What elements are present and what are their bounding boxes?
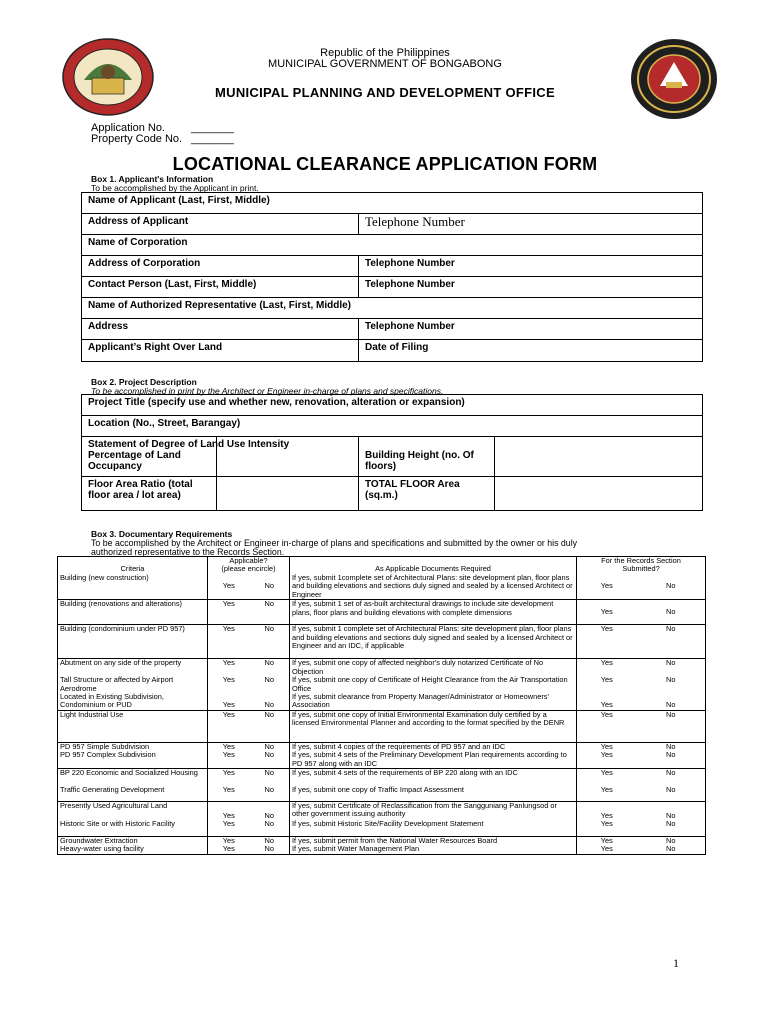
total-floor-area-label: TOTAL FLOOR Area (sq.m.) [359, 477, 495, 511]
submitted-yes-option[interactable]: Yes [577, 802, 637, 821]
applicable-no-option[interactable]: No [250, 574, 290, 600]
header-government: MUNICIPAL GOVERNMENT OF BONGABONG [268, 58, 502, 70]
documents-required-cell: If yes, submit one copy of Certificate of Height Clearance from the Air Transportation Office [290, 676, 577, 693]
box3-subheading-2: authorized representative to the Records Section. [91, 547, 285, 557]
applicable-no-option[interactable]: No [250, 845, 290, 854]
applicable-yes-option[interactable]: Yes [208, 574, 250, 600]
submitted-yes-option[interactable]: Yes [577, 820, 637, 836]
applicable-no-option[interactable]: No [250, 710, 290, 742]
criteria-cell: Traffic Generating Development [58, 786, 208, 802]
submitted-no-option[interactable]: No [637, 574, 706, 600]
submitted-yes-option[interactable]: Yes [577, 751, 637, 768]
box2-heading: Box 2. Project Description [91, 377, 197, 387]
table-row [58, 820, 706, 836]
criteria-cell: PD 957 Simple Subdivision [58, 742, 208, 751]
submitted-no-option[interactable]: No [637, 769, 706, 786]
applicable-yes-option[interactable]: Yes [208, 845, 250, 854]
documentary-requirements-table [57, 556, 706, 855]
criteria-cell: Building (condominium under PD 957) [58, 625, 208, 659]
criteria-cell: Tall Structure or affected by Airport Aerodrome [58, 676, 208, 693]
telephone-field-1[interactable]: Telephone Number [359, 214, 703, 235]
documents-required-cell: If yes, submit 1 set of as-built architectural drawings to include site development plans, floor plans and building elevations with complete dimensions [290, 600, 577, 625]
floor-area-ratio-input[interactable] [217, 477, 359, 511]
criteria-cell: Located in Existing Subdivision, Condominium or PUD [58, 693, 208, 710]
submitted-yes-option[interactable]: Yes [577, 836, 637, 845]
applicable-yes-option[interactable]: Yes [208, 659, 250, 676]
submitted-no-option[interactable]: No [637, 751, 706, 768]
requirements-body [58, 574, 706, 855]
applicable-no-option[interactable]: No [250, 751, 290, 768]
applicant-info-table [81, 192, 703, 362]
applicable-no-option[interactable]: No [250, 600, 290, 625]
telephone-field-2[interactable]: Telephone Number [359, 256, 703, 277]
name-of-applicant-field[interactable]: Name of Applicant (Last, First, Middle) [82, 193, 703, 214]
right-over-land-field[interactable]: Applicant’s Right Over Land [82, 340, 359, 362]
documents-required-cell: If yes, submit 1complete set of Architectural Plans: site development plan, floor plans and building elevations and sections duly signed and sealed by a licensed Architect or Engineer [290, 574, 577, 600]
documents-required-cell: If yes, submit one copy of affected neighbor's duly notarized Certificate of No Objection [290, 659, 577, 676]
submitted-yes-option[interactable]: Yes [577, 600, 637, 625]
page-number: 1 [673, 956, 679, 970]
header-please-encircle: (please encircle) [208, 565, 290, 573]
documents-required-cell: If yes, submit one copy of Traffic Impact Assessment [290, 786, 577, 802]
submitted-no-option[interactable]: No [637, 600, 706, 625]
table-row [58, 600, 706, 625]
table-row [58, 693, 706, 710]
criteria-cell: BP 220 Economic and Socialized Housing [58, 769, 208, 786]
applicable-no-option[interactable]: No [264, 835, 274, 845]
project-description-table [81, 394, 703, 511]
criteria-cell: Building (new construction) [58, 574, 208, 600]
applicable-yes-option[interactable]: Yes [208, 751, 250, 768]
box1-heading: Box 1. Applicant's Information [91, 174, 214, 184]
documents-required-cell: If yes, submit 4 sets of the requirements of BP 220 along with an IDC [290, 769, 577, 786]
table-row [58, 676, 706, 693]
application-no-field[interactable]: _______ [191, 122, 234, 134]
documents-required-cell: If yes, submit Certificate of Reclassification from the Sangguniang Panlungsod or other government issuing authority [290, 802, 577, 821]
applicable-yes-option[interactable]: Yes [208, 625, 250, 659]
location-field[interactable]: Location (No., Street, Barangay) [82, 416, 703, 437]
submitted-no-option[interactable]: No [637, 710, 706, 742]
submitted-yes-option[interactable]: Yes [577, 693, 637, 710]
documents-required-cell: If yes, submit 4 sets of the Preliminary Development Plan requirements according to PD 957 along with an IDC [290, 751, 577, 768]
land-use-statement: Statement of Degree of Land Use Intensity [88, 439, 290, 450]
submitted-no-option[interactable]: No [637, 786, 706, 802]
applicable-no-option[interactable]: No [250, 820, 290, 836]
documents-required-cell: If yes, submit clearance from Property Manager/Administrator or Homeowners' Association [290, 693, 577, 710]
property-code-label: Property Code No. [91, 133, 183, 145]
submitted-no-option[interactable]: No [637, 742, 706, 751]
criteria-cell: Groundwater Extraction [58, 836, 208, 845]
property-code-line [91, 133, 234, 145]
applicable-yes-option[interactable]: Yes [208, 802, 250, 821]
submitted-no-option[interactable]: No [637, 802, 706, 821]
applicable-no-option[interactable]: No [250, 625, 290, 659]
building-height-label: Building Height (no. Of floors) [359, 437, 495, 477]
submitted-yes-option[interactable]: Yes [577, 625, 637, 659]
applicable-yes-option[interactable]: Yes [208, 786, 250, 802]
submitted-yes-option[interactable]: Yes [577, 845, 637, 854]
header-submitted: Submitted? [577, 565, 706, 573]
table-row [58, 786, 706, 802]
applicable-no-option[interactable]: No [250, 786, 290, 802]
applicable-no-option[interactable]: No [264, 811, 274, 821]
submitted-no-option[interactable]: No [637, 625, 706, 659]
name-of-corporation-field[interactable]: Name of Corporation [82, 235, 703, 256]
applicable-yes-option[interactable]: Yes [208, 710, 250, 742]
criteria-cell: Presently Used Agricultural Land [58, 802, 208, 821]
telephone-field-3[interactable]: Telephone Number [359, 277, 703, 298]
documents-required-cell: If yes, submit 1 complete set of Architectural Plans: site development plan, floor plans and building elevations and sections duly signed and sealed by a licensed Architect or Engineer and an IDC, if applicable [290, 625, 577, 659]
building-height-input[interactable] [495, 437, 703, 477]
criteria-cell: PD 957 Complex Subdivision [58, 751, 208, 768]
header-criteria: Criteria [58, 565, 208, 573]
submitted-yes-option[interactable]: Yes [577, 710, 637, 742]
date-of-filing-field[interactable]: Date of Filing [359, 340, 703, 362]
applicable-no-option[interactable]: No [264, 658, 274, 668]
applicable-no-option[interactable]: No [264, 741, 274, 751]
table-row [58, 845, 706, 854]
application-no-label: Application No. [91, 122, 165, 134]
box3-heading: Box 3. Documentary Requirements [91, 529, 233, 539]
submitted-no-option[interactable]: No [637, 836, 706, 845]
table-row [58, 625, 706, 659]
criteria-cell: Historic Site or with Historic Facility [58, 820, 208, 836]
documents-required-cell: If yes, submit Water Management Plan [290, 845, 577, 854]
documents-required-cell: If yes, submit 4 copies of the requirements of PD 957 and an IDC [290, 742, 577, 751]
applicable-no-option[interactable]: No [264, 675, 274, 685]
table-row [58, 769, 706, 786]
header-documents: As Applicable Documents Required [290, 565, 577, 573]
documents-required-cell: If yes, submit permit from the National Water Resources Board [290, 836, 577, 845]
submitted-yes-option[interactable]: Yes [577, 742, 637, 751]
percentage-land-occupancy-label: Percentage of Land Occupancy [88, 450, 181, 472]
authorized-representative-field[interactable]: Name of Authorized Representative (Last, First, Middle) [82, 298, 703, 319]
applicable-yes-option[interactable]: Yes [208, 769, 250, 786]
contact-person-field[interactable]: Contact Person (Last, First, Middle) [82, 277, 359, 298]
submitted-yes-option[interactable]: Yes [577, 786, 637, 802]
submitted-yes-option[interactable]: Yes [577, 769, 637, 786]
header-applicable: Applicable? [208, 557, 290, 566]
header-republic: Republic of the Philippines [320, 47, 450, 59]
box2-subheading: To be accomplished in print by the Architect or Engineer in-charge of plans and specifications. [91, 386, 444, 396]
applicable-yes-option[interactable]: Yes [208, 820, 250, 836]
submitted-no-option[interactable]: No [637, 820, 706, 836]
property-code-field[interactable]: _______ [191, 133, 234, 145]
table-row [58, 710, 706, 742]
floor-area-ratio-label: Floor Area Ratio (total floor area / lot area) [82, 477, 217, 511]
submitted-no-option[interactable]: No [637, 659, 706, 676]
submitted-no-option[interactable]: No [637, 676, 706, 693]
criteria-cell: Light Industrial Use [58, 710, 208, 742]
criteria-cell: Heavy-water using facility [58, 845, 208, 854]
project-title-field[interactable]: Project Title (specify use and whether new, renovation, alteration or expansion) [82, 395, 703, 416]
address-field[interactable]: Address [82, 319, 359, 340]
applicable-yes-option[interactable]: Yes [208, 676, 250, 693]
applicable-no-option[interactable]: No [264, 768, 274, 778]
total-floor-area-input[interactable] [495, 477, 703, 511]
address-of-corporation-field[interactable]: Address of Corporation [82, 256, 359, 277]
table-row [58, 574, 706, 600]
submitted-yes-option[interactable]: Yes [577, 676, 637, 693]
criteria-cell: Abutment on any side of the property [58, 659, 208, 676]
table-row [58, 659, 706, 676]
documents-required-cell: If yes, submit Historic Site/Facility Development Statement [290, 820, 577, 836]
table-row [58, 802, 706, 821]
applicable-no-option[interactable]: No [250, 693, 290, 710]
documents-required-cell: If yes, submit one copy of Initial Environmental Examination duly certified by a licensed Environmental Planner and according to the format specified by the DENR [290, 710, 577, 742]
submitted-yes-option[interactable]: Yes [577, 659, 637, 676]
header-office: MUNICIPAL PLANNING AND DEVELOPMENT OFFICE [215, 85, 555, 100]
table-row [58, 751, 706, 768]
submitted-no-option[interactable]: No [637, 693, 706, 710]
land-use-intensity-cell [82, 437, 290, 477]
applicable-yes-option[interactable]: Yes [208, 693, 250, 710]
applicable-yes-option[interactable]: Yes [208, 836, 250, 845]
form-title: LOCATIONAL CLEARANCE APPLICATION FORM [172, 154, 598, 174]
address-of-applicant-field[interactable]: Address of Applicant [82, 214, 359, 235]
box1-subheading: To be accomplished by the Applicant in print. [91, 183, 259, 193]
applicable-yes-option[interactable]: Yes [208, 600, 250, 625]
submitted-no-option[interactable]: No [637, 845, 706, 854]
submitted-yes-option[interactable]: Yes [577, 574, 637, 600]
telephone-field-4[interactable]: Telephone Number [359, 319, 703, 340]
box3-subheading-1: To be accomplished by the Architect or Engineer in-charge of plans and specifications and submitted by the owner or his duly [91, 538, 578, 548]
applicable-yes-option[interactable]: Yes [208, 742, 250, 751]
header-records: For the Records Section [577, 557, 706, 566]
criteria-cell: Building (renovations and alterations) [58, 600, 208, 625]
